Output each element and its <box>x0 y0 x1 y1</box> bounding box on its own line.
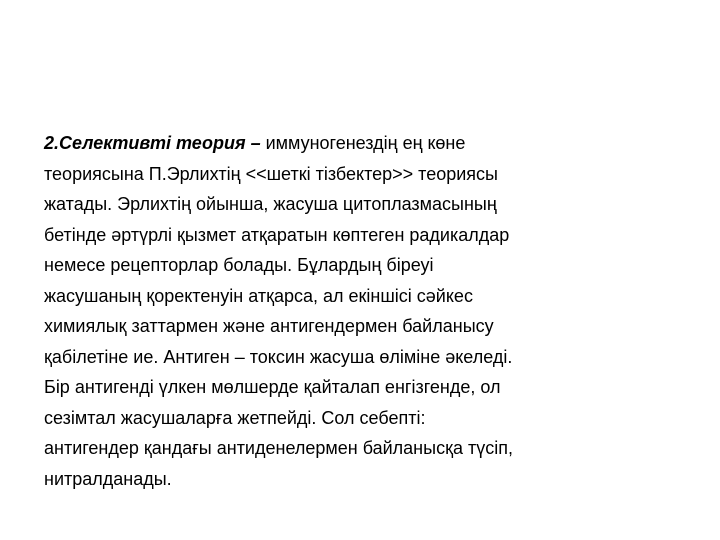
paragraph-line-3: жатады. Эрлихтің ойынша, жасуша цитоплазмасының <box>44 194 497 214</box>
paragraph-line-1 <box>44 128 704 159</box>
paragraph-line-4: бетінде әртүрлі қызмет атқаратын көптеген радикалдар <box>44 224 510 245</box>
title-dash: – <box>245 133 266 153</box>
paragraph-line-8: қабілетіне ие. Антиген – токсин жасуша өліміне әкеледі. <box>44 346 513 367</box>
paragraph-line-12: нитралданады. <box>44 468 172 489</box>
paragraph-line-7: химиялық заттармен және антигендермен байланысу <box>44 316 494 336</box>
paragraph-line-9: Бір антигенді үлкен мөлшерде қайталап енгізгенде, ол <box>44 377 501 397</box>
paragraph-line-5: немесе рецепторлар болады. Бұлардың біреуі <box>44 255 434 275</box>
paragraph-text: иммуногенездің ең көне <box>265 133 466 153</box>
theory-paragraph <box>44 128 704 494</box>
paragraph-line-11: антигендер қандағы антиденелермен байланысқа түсіп, <box>44 438 513 458</box>
theory-title: 2.Селективті теория <box>44 133 246 153</box>
paragraph-line-10: сезімтал жасушаларға жетпейді. Сол себепті: <box>44 407 426 428</box>
paragraph-line-6: жасушаның қоректенуін атқарса, ал екіншісі сәйкес <box>44 285 473 306</box>
paragraph-line-2: теориясына П.Эрлихтің <<шеткі тізбектер>> теориясы <box>44 163 498 184</box>
